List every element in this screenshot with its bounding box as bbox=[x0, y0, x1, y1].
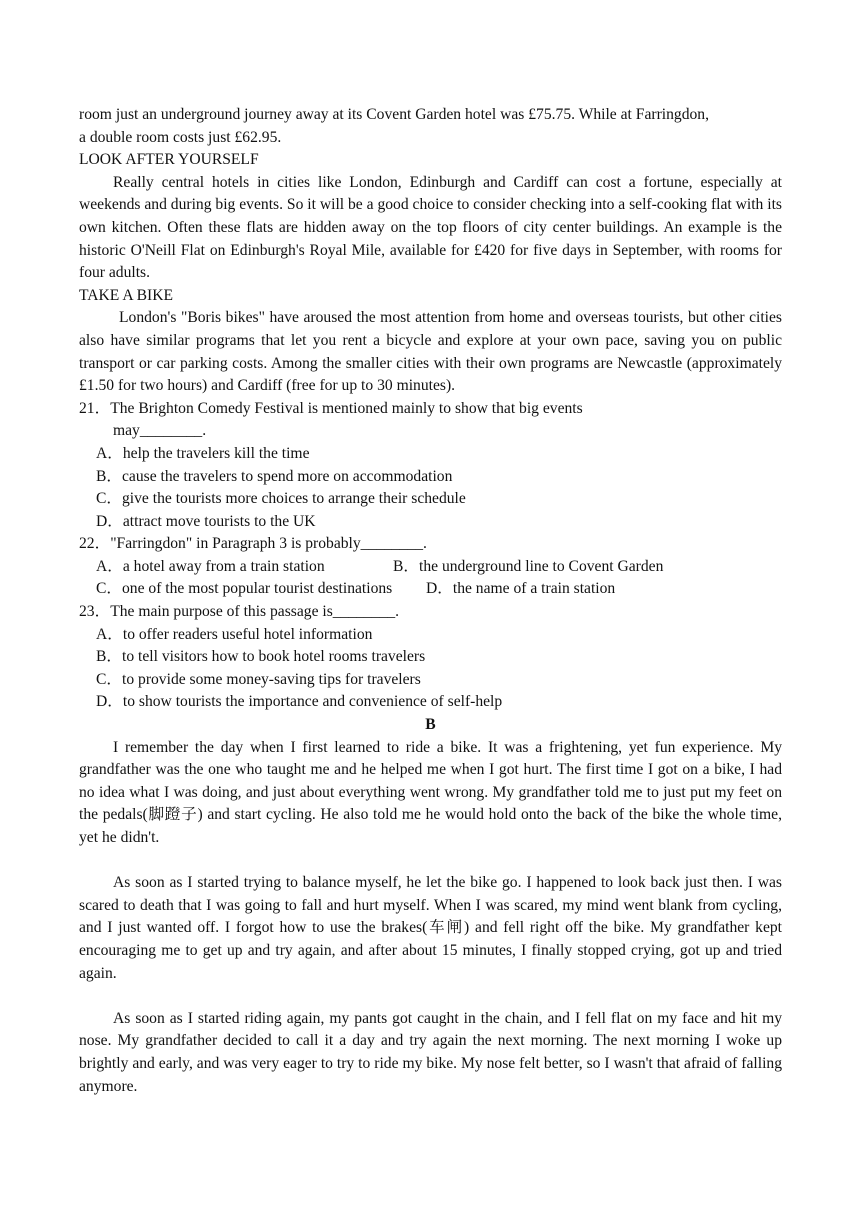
question-23-stem: 23．The main purpose of this passage is________. bbox=[79, 603, 400, 621]
section-heading-look-after-yourself: LOOK AFTER YOURSELF bbox=[79, 151, 259, 169]
question-21-option-c: C．give the tourists more choices to arrange their schedule bbox=[96, 490, 466, 508]
paragraph-spacer bbox=[79, 985, 782, 1008]
question-22-option-d: D．the name of a train station bbox=[426, 580, 616, 598]
question-21 bbox=[79, 398, 782, 534]
paragraph-look-after-yourself: Really central hotels in cities like London, Edinburgh and Cardiff can cost a fortune, especially at weekends and during big events. So it will be a good choice to consider checking into a self-cooking flat with its own kitchen. Often these flats are hidden away on the top floors of city center buildings. An example is the historic O'Neill Flat on Edinburgh's Royal Mile, available for £420 for five days in September, with rooms for four adults. bbox=[79, 173, 782, 282]
question-23-option-d: D．to show tourists the importance and convenience of self-help bbox=[96, 693, 503, 711]
question-23 bbox=[79, 601, 782, 714]
passage-b-paragraph-3: As soon as I started riding again, my pants got caught in the chain, and I fell flat on my face and hit my nose. My grandfather decided to call it a day and try again the next morning. The next morning I woke up brightly and early, and was very eager to try to ride my bike. My nose felt better, so I wasn't that afraid of falling anymore. bbox=[79, 1009, 782, 1095]
question-22-option-a: A．a hotel away from a train station bbox=[96, 557, 325, 575]
question-21-stem-continued: may________. bbox=[113, 422, 207, 440]
question-23-option-b: B．to tell visitors how to book hotel rooms travelers bbox=[96, 648, 426, 666]
question-21-option-a: A．help the travelers kill the time bbox=[96, 444, 310, 462]
passage-b-label: B bbox=[425, 716, 436, 734]
question-21-option-d: D．attract move tourists to the UK bbox=[96, 512, 316, 530]
intro-line-1: room just an underground journey away at its Covent Garden hotel was £75.75. While at Farringdon, bbox=[79, 106, 709, 123]
passage-b-paragraph-1: I remember the day when I first learned to ride a bike. It was a frightening, yet fun experience. My grandfather was the one who taught me and he helped me when I got hurt. The first time I got on a bike, I had no idea what I was doing, and just about everything went wrong. My grandfather told me to just put my feet on the pedals(脚蹬子) and start cycling. He also told me he would hold onto the back of the bike the whole time, yet he didn't. bbox=[79, 738, 782, 846]
question-22-option-c: C．one of the most popular tourist destinations bbox=[96, 580, 393, 598]
intro-line-2: a double room costs just £62.95. bbox=[79, 128, 282, 146]
document-page bbox=[79, 104, 782, 1098]
question-23-option-c: C．to provide some money-saving tips for travelers bbox=[96, 670, 421, 688]
passage-b-paragraph-2: As soon as I started trying to balance myself, he let the bike go. I happened to look back just then. I was scared to death that I was going to fall and hurt myself. When I was scared, my mind went blank from cycling, and I just wanted off. I forgot how to use the brakes(车闸) and fell right off the bike. My grandfather kept encouraging me to get up and try again, and after about 15 minutes, I finally stopped crying, got up and tried again. bbox=[79, 874, 782, 982]
section-heading-take-a-bike: TAKE A BIKE bbox=[79, 286, 174, 304]
question-21-option-b: B．cause the travelers to spend more on accommodation bbox=[96, 467, 453, 485]
question-22 bbox=[79, 533, 782, 601]
paragraph-take-a-bike: London's "Boris bikes" have aroused the most attention from home and overseas tourists, but other cities also have similar programs that let you rent a bicycle and explore at your own pace, saving you on public transport or car parking costs. Among the smaller cities with their own programs are Newcastle (approximately £1.50 for two hours) and Cardiff (free for up to 30 minutes). bbox=[79, 309, 782, 395]
question-21-stem: 21．The Brighton Comedy Festival is mentioned mainly to show that big events bbox=[79, 399, 583, 417]
question-22-stem: 22．"Farringdon" in Paragraph 3 is probably________. bbox=[79, 535, 427, 553]
question-22-option-b: B．the underground line to Covent Garden bbox=[393, 557, 664, 575]
paragraph-spacer bbox=[79, 850, 782, 873]
question-23-option-a: A．to offer readers useful hotel information bbox=[96, 625, 373, 643]
